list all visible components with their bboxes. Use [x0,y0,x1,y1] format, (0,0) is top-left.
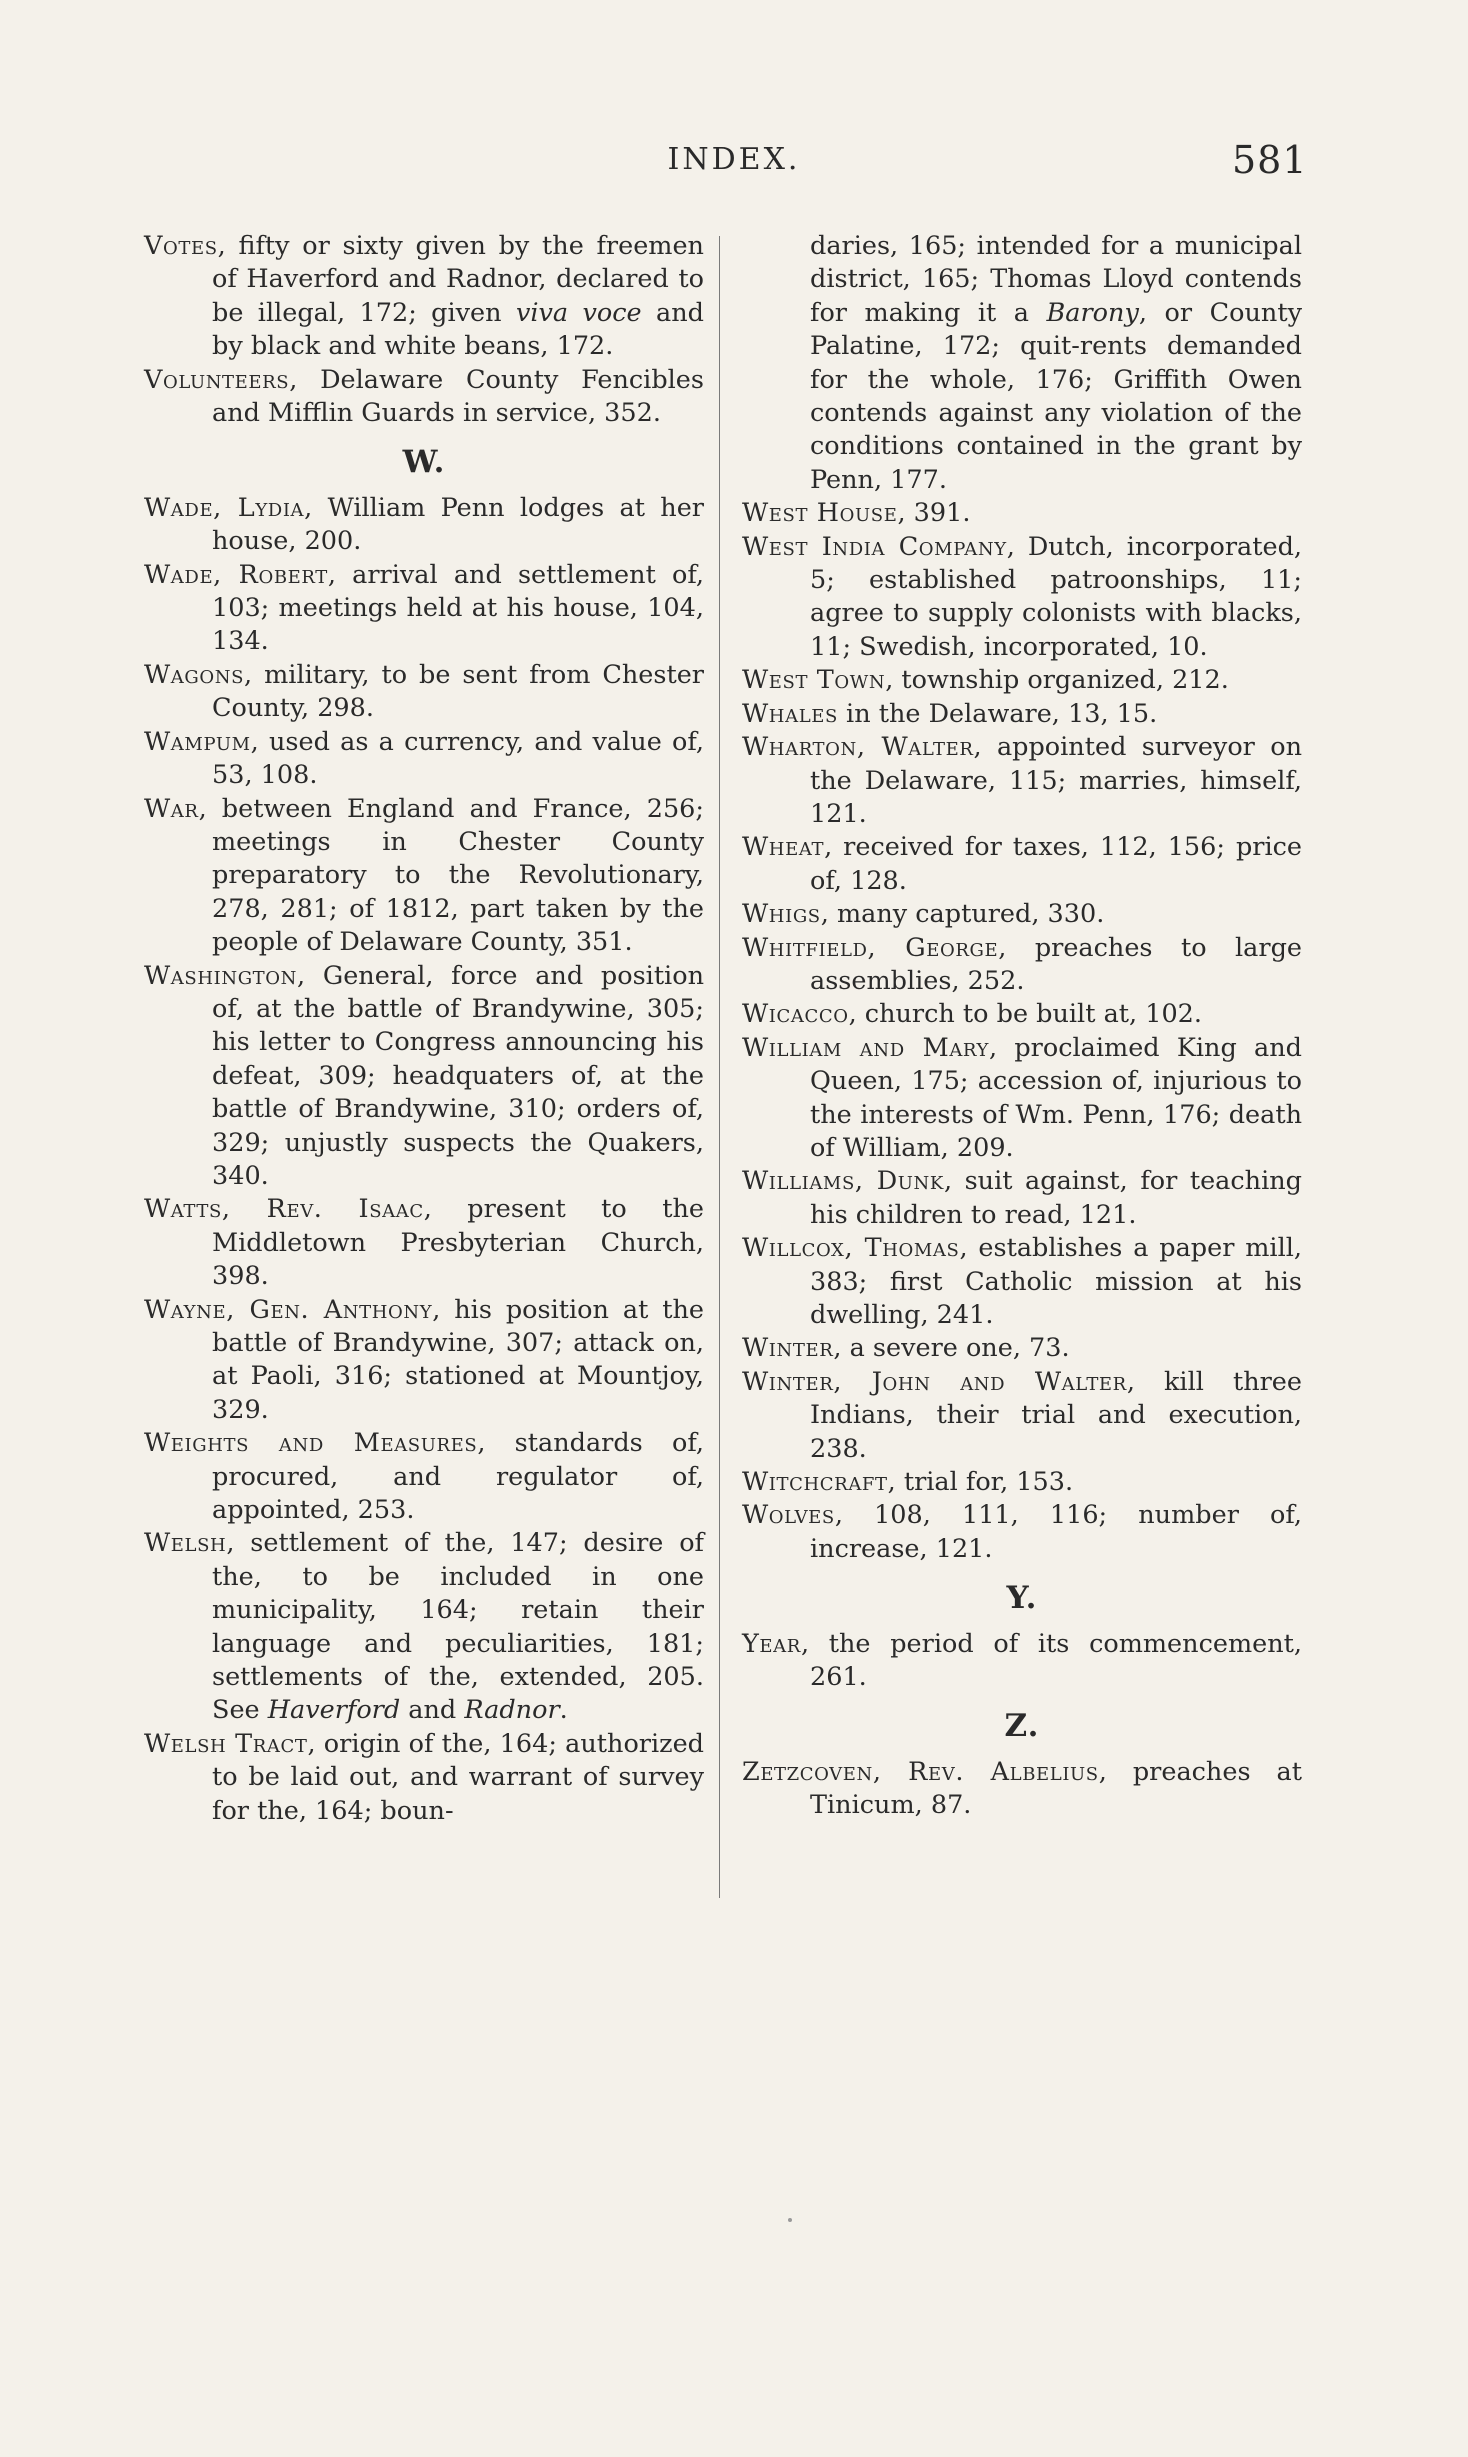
entry-head: Williams, Dunk [742,1166,944,1197]
entry-text: , settlement of the, 147; desire of the, to be included in one municipality, 164; retain their language and peculiarities, 181; settlements of the, extended, 205. See [212,1528,704,1726]
entry-text: in the Delaware, 13, 15. [837,698,1158,729]
entry-head: West House [742,498,898,529]
index-entry-wade-robert [144,559,704,659]
index-entry-wheat [742,831,1302,898]
index-entry-year [742,1628,1302,1695]
entry-text: , 391. [897,498,971,529]
entry-head: Whales [742,698,838,729]
entry-head: Volunteers [144,364,290,395]
entry-head: Wolves [742,1500,835,1531]
index-entry-wolves [742,1499,1302,1566]
entry-head: Welsh Tract [144,1728,308,1759]
entry-text: , received for taxes, 112, 156; price of, 128. [810,832,1302,896]
index-entry-welsh [144,1527,704,1727]
index-entry-willcox [742,1232,1302,1332]
index-entry-west-house [742,497,1302,530]
entry-text: , the period of its commencement, 261. [800,1628,1302,1693]
entry-text: , suit against, for teaching his children to read, 121. [810,1166,1302,1230]
index-entry-west-town [742,664,1302,697]
entry-head: Wayne, Gen. Anthony [144,1294,433,1325]
entry-text: , or County Palatine, 172; quit-rents demanded for the whole, 176; Griffith Owen contends against any violation of the conditions contained in the grant by Penn, 177. [810,297,1302,495]
entry-head: Wheat [742,832,825,863]
entry-text: , many captured, 330. [820,899,1105,930]
entry-text: , arrival and settlement of, 103; meetings held at his house, 104, 134. [212,559,704,657]
entry-text: and by black and white beans, 172. [212,297,704,362]
entry-head: Wade, Robert [144,559,328,590]
entry-text: , kill three Indians, their trial and execution, 238. [810,1366,1302,1464]
entry-head: Wampum [144,726,251,757]
entry-head: Wicacco [742,999,849,1030]
entry-text: , preaches to large assemblies, 252. [810,932,1302,996]
index-entry-washington [144,960,704,1194]
entry-text: , fifty or sixty given by the freemen of Haverford and Radnor, declared to be illegal, 172; given [212,231,704,328]
entry-text: , origin of the, 164; authorized to be laid out, and warrant of survey for the, 164; boun- [212,1728,705,1826]
entry-italic: Barony [1046,297,1139,328]
entry-head: Zetzcoven, Rev. Albelius [742,1756,1099,1787]
entry-head: West India Company [742,531,1007,562]
section-letter-y: Y. [1006,1580,1038,1617]
index-entry-winter [742,1332,1302,1365]
entry-text: , present to the Middletown Presbyterian Church, 398. [212,1194,704,1292]
entry-head: William and Mary [742,1032,990,1063]
entry-text: , 108, 111, 116; number of, increase, 121. [810,1500,1302,1564]
index-entry-whitfield [742,932,1302,999]
entry-head: Whigs [742,899,821,930]
entry-text: , military, to be sent from Chester County, 298. [212,659,704,724]
right-column [742,230,1302,1823]
entry-head: Watts, Rev. Isaac [144,1194,424,1225]
entry-text: , used as a currency, and value of, 53, 108. [212,726,704,791]
index-entry-wagons [144,659,704,726]
entry-head: Weights and Measures [144,1428,478,1459]
entry-text: , General, force and position of, at the battle of Brandywine, 305; his letter to Congress announcing his defeat, 309; headquaters of, at the battle of Brandywine, 310; orders of, 329; unjustly suspects the Quakers, 340. [212,960,704,1191]
entry-text: , church to be built at, 102. [848,999,1203,1030]
entry-italic: Haverford [267,1695,401,1726]
entry-head: Witchcraft [742,1467,888,1498]
index-entry-war [144,793,704,960]
index-entry-whigs [742,898,1302,931]
entry-head: Wagons [144,659,245,690]
entry-text: , establishes a paper mill, 383; first Catholic mission at his dwelling, 241. [810,1233,1302,1330]
entry-text: , appointed surveyor on the Delaware, 115; marries, himself, 121. [810,732,1302,829]
entry-text: , William Penn lodges at her house, 200. [212,492,704,557]
index-entry-wicacco [742,998,1302,1031]
index-entry-west-india [742,531,1302,665]
index-entry-weights [144,1427,704,1527]
index-entry-william-and-mary [742,1032,1302,1166]
entry-text: and [400,1695,465,1726]
index-entry-votes [144,230,704,364]
entry-head: Washington [144,960,297,991]
index-entry-witchcraft [742,1466,1302,1499]
entry-head: War [144,793,199,824]
index-entry-williams [742,1165,1302,1232]
entry-text: daries, 165; intended for a municipal district, 165; Thomas Lloyd contends for making it a [810,231,1302,328]
entry-head: Whitfield, George [742,932,999,963]
entry-text: , Delaware County Fencibles and Mifflin Guards in service, 352. [212,364,704,429]
column-divider [719,236,720,1898]
entry-text: , preaches at Tinicum, 87. [810,1756,1302,1821]
entry-head: Winter, John and Walter [742,1366,1127,1397]
ink-speck [788,2218,792,2222]
entry-head: Wade, Lydia [144,492,305,523]
section-letter-w: W. [402,444,446,481]
index-entry-zetzcoven [742,1756,1302,1823]
entry-text: , township organized, 212. [885,665,1229,696]
index-entry-welsh-tract-continued [742,230,1302,497]
section-letter-z: Z. [1004,1708,1040,1745]
index-entry-welsh-tract [144,1728,704,1828]
entry-text: , his position at the battle of Brandywine, 307; attack on, at Paoli, 316; stationed at Mountjoy, 329. [212,1294,704,1425]
entry-text: . [559,1695,568,1726]
entry-head: Wharton, Walter [742,732,974,763]
entry-italic: Radnor [464,1695,560,1726]
entry-text: , trial for, 153. [887,1467,1074,1498]
index-entry-whales [742,698,1302,731]
entry-text: , proclaimed King and Queen, 175; accession of, injurious to the interests of Wm. Penn, 176; death of William, 209. [810,1032,1302,1163]
index-entry-volunteers [144,364,704,431]
index-entry-wade-lydia [144,492,704,559]
entry-head: West Town [742,665,886,696]
page-number: 581 [1232,138,1308,182]
index-entry-wharton [742,731,1302,831]
index-entry-winter-john-walter [742,1366,1302,1466]
index-entry-watts [144,1193,704,1293]
entry-text: , between England and France, 256; meetings in Chester County preparatory to the Revolutionary, 278, 281; of 1812, part taken by the people of Delaware County, 351. [198,793,704,958]
index-entry-wampum [144,726,704,793]
entry-head: Winter [742,1333,834,1364]
entry-head: Votes [144,231,218,261]
entry-head: Welsh [144,1528,227,1559]
entry-head: Willcox, Thomas [742,1233,960,1264]
entry-text: , standards of, procured, and regulator of, appointed, 253. [212,1428,704,1526]
running-head: INDEX. [667,142,801,177]
left-column [144,230,704,1828]
entry-italic: viva voce [515,297,642,328]
index-entry-wayne [144,1294,704,1428]
entry-text: , Dutch, incorporated, 5; established patroonships, 11; agree to supply colonists with blacks, 11; Swedish, incorporated, 10. [810,531,1302,662]
entry-text: , a severe one, 73. [833,1333,1070,1364]
entry-head: Year [742,1628,801,1659]
